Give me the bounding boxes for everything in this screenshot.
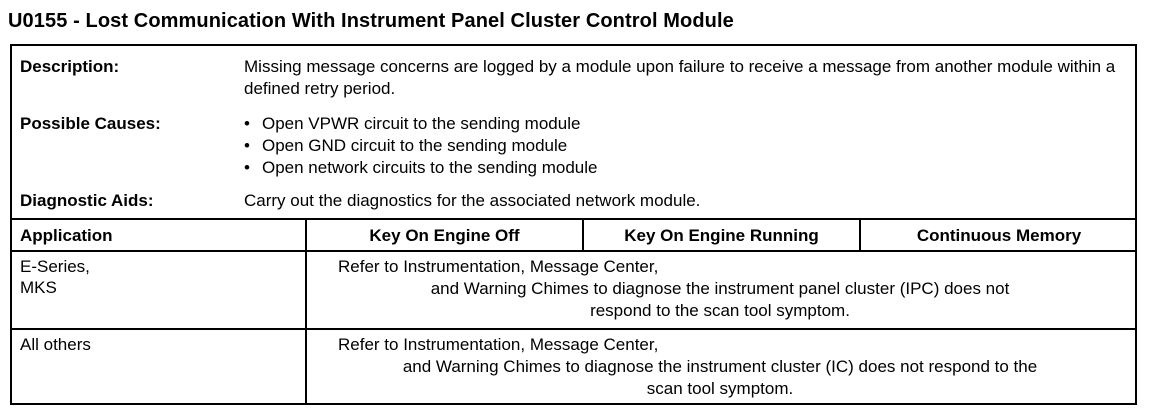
- description-text: Missing message concerns are logged by a module upon failure to receive a message from another module within a defined retry period.: [244, 57, 1116, 98]
- instruction-line: and Warning Chimes to diagnose the instrument panel cluster (IPC) does not: [430, 279, 1010, 298]
- table-row-instructions: [310, 334, 1130, 400]
- header-key-on-engine-off: Key On Engine Off: [369, 226, 520, 245]
- application-line: E-Series,: [20, 257, 90, 276]
- cause-item: • Open network circuits to the sending module: [244, 157, 1119, 179]
- table-header-top-rule: [12, 218, 1135, 220]
- diagnostic-aids-text: Carry out the diagnostics for the associated network module.: [244, 191, 701, 210]
- instruction-line: and Warning Chimes to diagnose the instrument cluster (IC) does not respond to the: [402, 357, 1038, 376]
- instruction-line: Refer to Instrumentation, Message Center,: [338, 257, 659, 276]
- cause-item: • Open VPWR circuit to the sending module: [244, 113, 1119, 135]
- table-row-application: [20, 334, 91, 355]
- table-row-application: [20, 256, 90, 298]
- possible-causes-list: [244, 113, 1119, 179]
- cause-item: • Open GND circuit to the sending module: [244, 135, 1119, 157]
- instruction-line: respond to the scan tool symptom.: [590, 301, 850, 320]
- header-key-on-engine-running: Key On Engine Running: [624, 226, 819, 245]
- header-continuous-memory: Continuous Memory: [916, 226, 1082, 245]
- table-row-instructions: [310, 256, 1130, 322]
- application-line: All others: [20, 335, 91, 354]
- application-line: MKS: [20, 278, 57, 297]
- dtc-info-table: [10, 44, 1137, 405]
- instruction-line: Refer to Instrumentation, Message Center,: [338, 335, 659, 354]
- possible-causes-label: Possible Causes:: [20, 114, 161, 133]
- instruction-line: scan tool symptom.: [646, 379, 794, 398]
- header-application: Application: [20, 226, 113, 245]
- page-title: U0155 - Lost Communication With Instrument Panel Cluster Control Module: [8, 10, 734, 32]
- table-row-divider: [12, 328, 1135, 330]
- table-header-bottom-rule: [12, 250, 1135, 252]
- diagnostic-aids-label: Diagnostic Aids:: [20, 191, 154, 210]
- description-label: Description:: [20, 57, 120, 76]
